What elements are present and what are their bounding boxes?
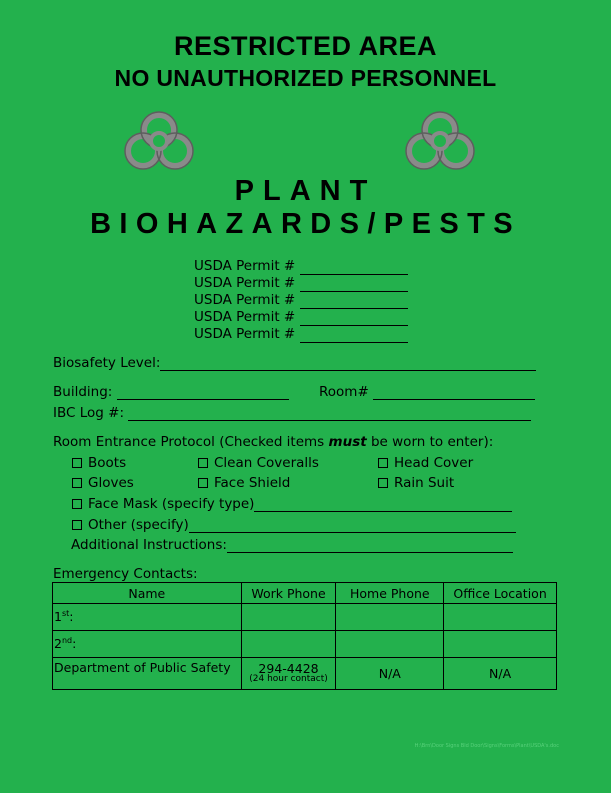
other-field[interactable] bbox=[189, 520, 516, 533]
building-label: Building: bbox=[53, 384, 113, 400]
option-rain-suit[interactable] bbox=[378, 475, 454, 491]
building-field[interactable] bbox=[117, 387, 289, 400]
title-restricted-area: RESTRICTED AREA bbox=[173, 31, 437, 61]
title-biohazards-pests: BIOHAZARDS/PESTS bbox=[90, 208, 521, 240]
option-other[interactable] bbox=[72, 517, 516, 533]
ibc-row bbox=[53, 405, 531, 421]
contacts-table bbox=[52, 582, 557, 690]
permit-label: USDA Permit # bbox=[194, 258, 296, 274]
col-office-location: Office Location bbox=[444, 583, 557, 604]
permit-row bbox=[194, 326, 408, 343]
option-label: Gloves bbox=[88, 475, 134, 491]
permit-label: USDA Permit # bbox=[194, 309, 296, 325]
permit-field[interactable] bbox=[300, 330, 408, 343]
additional-instructions-row bbox=[71, 537, 513, 553]
biosafety-row bbox=[53, 355, 536, 371]
ibc-label: IBC Log #: bbox=[53, 405, 124, 421]
room-label: Room# bbox=[319, 384, 369, 400]
permit-label: USDA Permit # bbox=[194, 326, 296, 342]
contact-2-home[interactable] bbox=[336, 631, 444, 658]
permit-label: USDA Permit # bbox=[194, 275, 296, 291]
permit-row bbox=[194, 292, 408, 309]
title-plant: PLANT bbox=[234, 175, 377, 207]
ibc-field[interactable] bbox=[128, 408, 531, 421]
col-work-phone: Work Phone bbox=[241, 583, 336, 604]
row-number: 1 bbox=[54, 609, 62, 625]
emergency-contacts-heading: Emergency Contacts: bbox=[53, 566, 198, 582]
permit-row bbox=[194, 275, 408, 292]
face-mask-field[interactable] bbox=[254, 499, 512, 512]
building-row bbox=[53, 384, 289, 400]
option-clean-coveralls[interactable] bbox=[198, 455, 319, 471]
col-home-phone: Home Phone bbox=[336, 583, 444, 604]
dept-work-phone bbox=[241, 658, 336, 690]
table-row bbox=[53, 604, 557, 631]
protocol-prefix: Room Entrance Protocol (Checked items bbox=[53, 434, 329, 450]
option-label: Boots bbox=[88, 455, 127, 471]
dept-phone: 294-4428 bbox=[258, 660, 319, 676]
row-number: 2 bbox=[54, 636, 62, 652]
checkbox[interactable] bbox=[198, 478, 208, 488]
option-label: Other (specify) bbox=[88, 517, 189, 533]
option-head-cover[interactable] bbox=[378, 455, 473, 471]
protocol-emphasis: must bbox=[328, 434, 367, 450]
additional-field[interactable] bbox=[227, 540, 513, 553]
permit-list bbox=[194, 258, 408, 343]
biohazard-icon bbox=[401, 108, 479, 172]
row-ordinal: nd bbox=[61, 636, 73, 646]
option-face-shield[interactable] bbox=[198, 475, 290, 491]
biohazard-icon bbox=[120, 108, 198, 172]
permit-field[interactable] bbox=[300, 296, 408, 309]
table-row bbox=[53, 658, 557, 690]
additional-label: Additional Instructions: bbox=[71, 537, 227, 553]
col-name: Name bbox=[53, 583, 242, 604]
checkbox[interactable] bbox=[72, 478, 82, 488]
biosafety-label: Biosafety Level: bbox=[53, 355, 161, 371]
checkbox[interactable] bbox=[378, 458, 388, 468]
dept-phone-note: (24 hour contact) bbox=[249, 673, 328, 684]
row-colon: : bbox=[69, 609, 74, 625]
checkbox[interactable] bbox=[198, 458, 208, 468]
contact-1-home[interactable] bbox=[336, 604, 444, 631]
biosafety-field[interactable] bbox=[160, 358, 536, 371]
room-row bbox=[319, 384, 535, 400]
option-label: Clean Coveralls bbox=[214, 455, 319, 471]
table-header-row bbox=[53, 583, 557, 604]
dept-home-phone: N/A bbox=[336, 658, 444, 690]
table-row bbox=[53, 631, 557, 658]
contact-2-work[interactable] bbox=[241, 631, 336, 658]
contact-2-name[interactable] bbox=[53, 631, 242, 658]
permit-row bbox=[194, 309, 408, 326]
checkbox[interactable] bbox=[72, 499, 82, 509]
dept-office-location: N/A bbox=[444, 658, 557, 690]
contact-1-office[interactable] bbox=[444, 604, 557, 631]
contact-1-name[interactable] bbox=[53, 604, 242, 631]
room-field[interactable] bbox=[373, 387, 535, 400]
permit-field[interactable] bbox=[300, 313, 408, 326]
permit-label: USDA Permit # bbox=[194, 292, 296, 308]
row-colon: : bbox=[72, 636, 77, 652]
checkbox[interactable] bbox=[72, 520, 82, 530]
option-label: Head Cover bbox=[394, 455, 474, 471]
option-gloves[interactable] bbox=[72, 475, 134, 491]
contact-2-office[interactable] bbox=[444, 631, 557, 658]
permit-field[interactable] bbox=[300, 262, 408, 275]
row-ordinal: st bbox=[61, 609, 70, 619]
checkbox[interactable] bbox=[72, 458, 82, 468]
option-boots[interactable] bbox=[72, 455, 126, 471]
option-label: Face Shield bbox=[214, 475, 291, 491]
protocol-heading bbox=[53, 434, 493, 450]
permit-field[interactable] bbox=[300, 279, 408, 292]
option-label: Face Mask (specify type) bbox=[88, 496, 255, 512]
contact-1-work[interactable] bbox=[241, 604, 336, 631]
checkbox[interactable] bbox=[378, 478, 388, 488]
permit-row bbox=[194, 258, 408, 275]
dept-name: Department of Public Safety bbox=[53, 658, 242, 690]
file-path-footer: H:\Brn\Door Signs Bld Door\Signs\Forms\Plant\USDA's.doc bbox=[414, 743, 559, 749]
option-label: Rain Suit bbox=[394, 475, 455, 491]
option-face-mask[interactable] bbox=[72, 496, 512, 512]
protocol-suffix: be worn to enter): bbox=[366, 434, 494, 450]
title-no-unauthorized: NO UNAUTHORIZED PERSONNEL bbox=[114, 65, 497, 91]
